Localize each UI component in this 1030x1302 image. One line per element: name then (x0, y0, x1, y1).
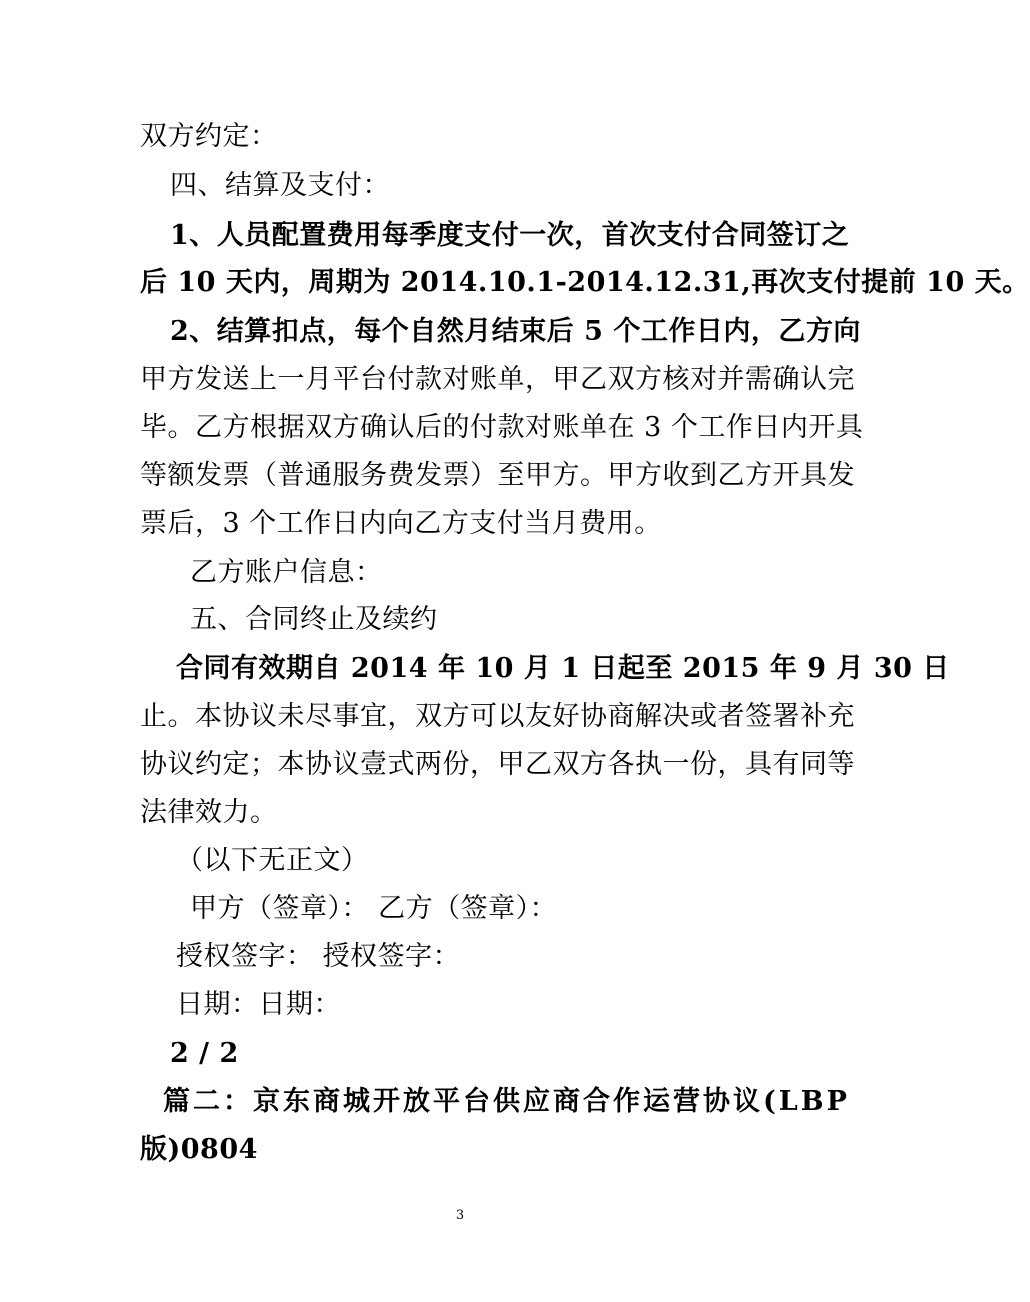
paragraph-line-8: 等额发票（普通服务费发票）至甲方。甲方收到乙方开具发 (140, 460, 855, 491)
paragraph-line-3: 1、人员配置费用每季度支付一次，首次支付合同签订之 (170, 220, 850, 251)
signature-parties: 甲方（签章）： 乙方（签章）： (190, 893, 558, 924)
chapter-two-title: 篇二：京东商城开放平台供应商合作运营协议(LBP (163, 1086, 850, 1117)
paragraph-line-6: 甲方发送上一月平台付款对账单，甲乙双方核对并需确认完 (140, 364, 855, 395)
account-info-label: 乙方账户信息： (190, 557, 383, 588)
section-heading-settlement: 四、结算及支付： (170, 170, 390, 201)
paragraph-line-4: 后 10 天内，周期为 2014.10.1-2014.12.31,再次支付提前 10 天。 (140, 267, 1030, 298)
no-further-text-note: （以下无正文） (176, 845, 369, 876)
page-number: 3 (455, 1208, 465, 1223)
authorized-signature: 授权签字： 授权签字： (176, 941, 461, 972)
inner-page-marker: 2 / 2 (170, 1038, 239, 1069)
paragraph-line-12: 合同有效期自 2014 年 10 月 1 日起至 2015 年 9 月 30 日 (176, 653, 950, 684)
signature-dates: 日期：日期： (176, 989, 341, 1020)
paragraph-line-9: 票后，3 个工作日内向乙方支付当月费用。 (140, 508, 662, 539)
paragraph-line-7: 毕。乙方根据双方确认后的付款对账单在 3 个工作日内开具 (140, 412, 864, 443)
paragraph-line-15: 法律效力。 (140, 797, 278, 828)
chapter-two-title-continued: 版)0804 (140, 1134, 258, 1165)
section-heading-termination: 五、合同终止及续约 (190, 604, 438, 635)
paragraph-line-13: 止。本协议未尽事宜，双方可以友好协商解决或者签署补充 (140, 701, 855, 732)
paragraph-line-5: 2、结算扣点，每个自然月结束后 5 个工作日内，乙方向 (170, 316, 861, 347)
paragraph-line-14: 协议约定；本协议壹式两份，甲乙双方各执一份，具有同等 (140, 749, 855, 780)
paragraph-line-1: 双方约定： (140, 121, 278, 152)
